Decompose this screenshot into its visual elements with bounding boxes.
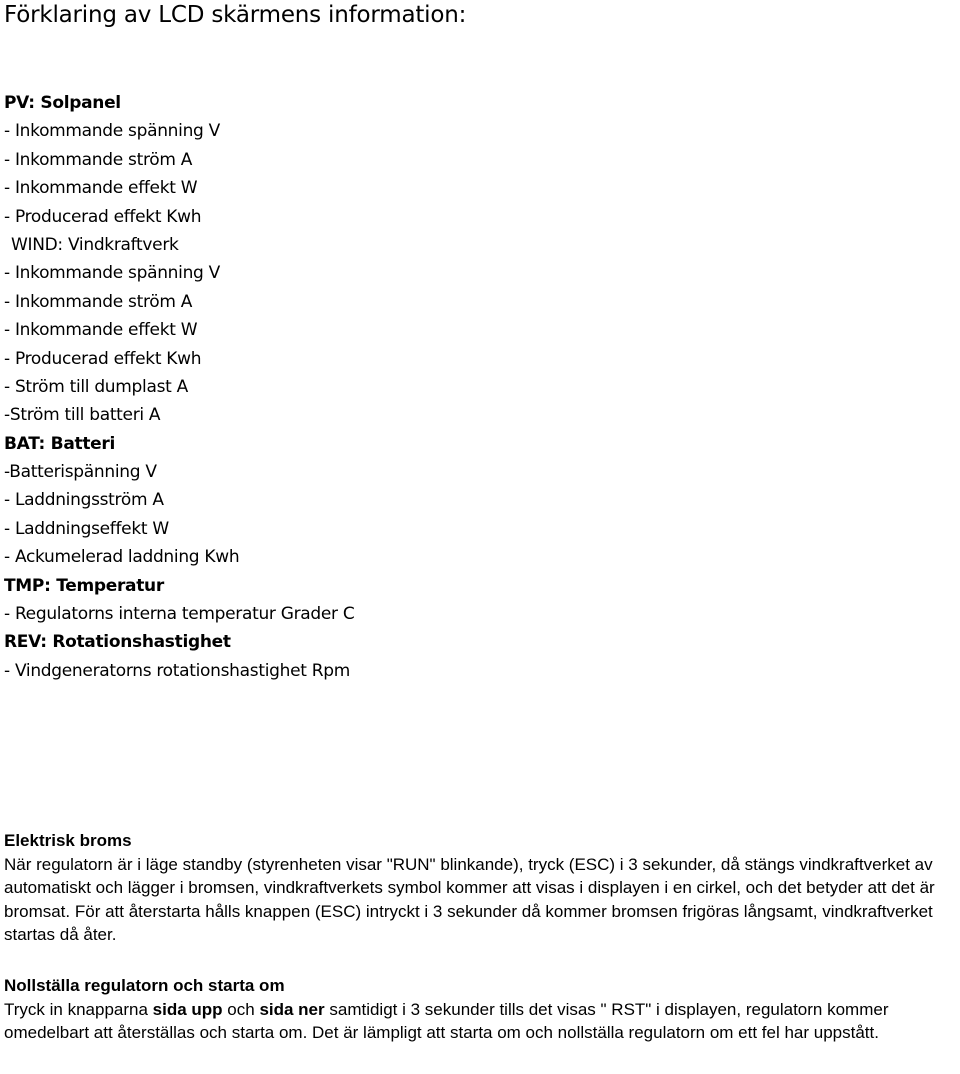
lcd-list-item: - Producerad effekt Kwh (4, 206, 202, 227)
lcd-section-heading: TMP: Temperatur (4, 575, 164, 596)
reset-text-1: Tryck in knapparna (4, 999, 153, 1019)
reset-paragraph (4, 998, 958, 1045)
lcd-list-item: -Batterispänning V (4, 462, 157, 483)
lcd-list-item: - Inkommande effekt W (4, 320, 198, 341)
brake-heading: Elektrisk broms (4, 831, 132, 850)
lcd-list-item: -Ström till batteri A (4, 405, 161, 426)
lcd-list-item: - Ackumelerad laddning Kwh (4, 547, 240, 568)
lcd-section-heading: REV: Rotationshastighet (4, 632, 231, 653)
lcd-info-list (4, 89, 944, 685)
lcd-list-item: - Ström till dumplast A (4, 376, 188, 397)
lcd-list-item: - Inkommande spänning V (4, 263, 220, 284)
brake-paragraph: När regulatorn är i läge standby (styrenheten visar "RUN" blinkande), tryck (ESC) i 3 sekunder, då stängs vindkraftverket av automatiskt och lägger i bromsen, vindkraftverkets symbol kommer att visas i displayen i en cirkel, och det betyder att det är bromsat. För att återstarta hålls knappen (ESC) intryckt i 3 sekunder då kommer bromsen frigöras långsamt, vindkraftverket startas då åter. (4, 854, 935, 944)
reset-heading: Nollställa regulatorn och starta om (4, 976, 285, 995)
lcd-list-item: - Regulatorns interna temperatur Grader C (4, 604, 355, 625)
page-down-button-name: sida ner (259, 999, 325, 1019)
lcd-list-item: - Laddningsström A (4, 490, 164, 511)
lcd-list-item: - Inkommande spänning V (4, 121, 220, 142)
brake-section (4, 829, 958, 947)
lcd-list-item: - Inkommande ström A (4, 149, 193, 170)
lcd-section-heading: PV: Solpanel (4, 93, 121, 113)
lcd-list-item: - Laddningseffekt W (4, 518, 169, 539)
reset-text-3: samtidigt i 3 sekunder tills det visas " RST" i displayen, regulatorn kommer omedelbart att återställas och starta om. Det är lämpligt att starta om och nollställa regulatorn om ett fel har uppstått. (4, 999, 889, 1042)
lcd-list-item: - Producerad effekt Kwh (4, 348, 202, 369)
lcd-list-item: - Inkommande effekt W (4, 178, 198, 199)
reset-text-2: och (222, 999, 260, 1019)
page-title: Förklaring av LCD skärmens information: (4, 2, 467, 28)
lcd-list-item: - Vindgeneratorns rotationshastighet Rpm (4, 660, 350, 681)
lcd-list-item: - Inkommande ström A (4, 291, 193, 312)
lcd-list-item: WIND: Vindkraftverk (11, 234, 179, 255)
page-up-button-name: sida upp (152, 999, 223, 1019)
reset-section (4, 974, 958, 1045)
lcd-section-heading: BAT: Batteri (4, 433, 116, 454)
